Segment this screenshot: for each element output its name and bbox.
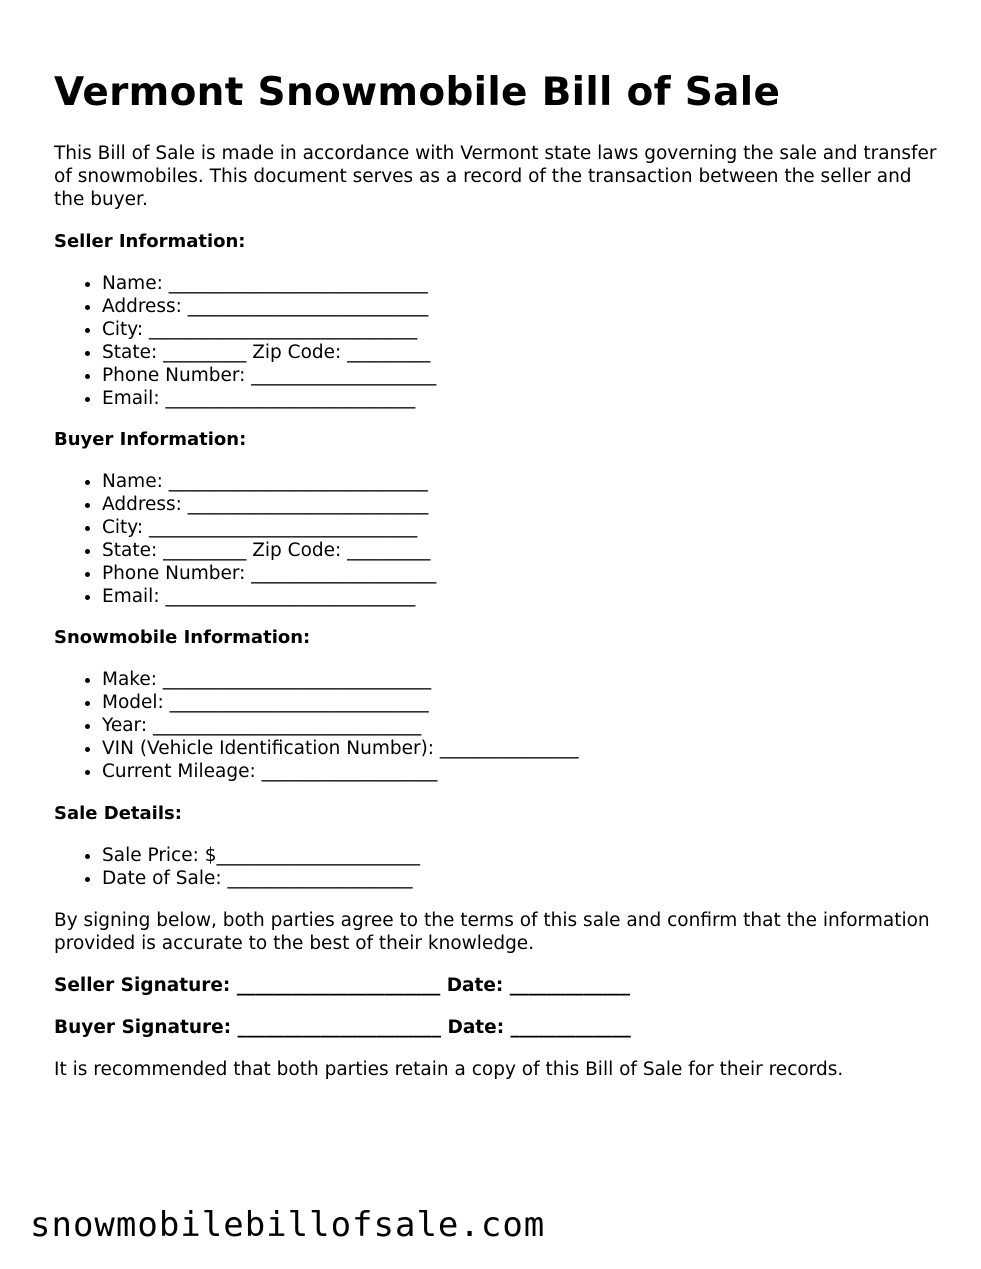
buyer-heading: Buyer Information: [54, 429, 247, 450]
seller-signature-line: Seller Signature: ______________________ Date: _____________ [54, 975, 631, 996]
buyer-signature-line: Buyer Signature: ______________________ Date: _____________ [54, 1017, 631, 1038]
buyer-name-field: • Name: ____________________________ [102, 470, 436, 493]
sale-price-field: • Sale Price: $______________________ [102, 844, 420, 867]
agreement-paragraph: By signing below, both parties agree to the terms of this sale and confirm that the information provided is accurate to the best of their knowledge. [54, 910, 930, 954]
model-field: • Model: ____________________________ [102, 691, 579, 714]
mileage-field: • Current Mileage: ___________________ [102, 760, 579, 783]
vin-field: • VIN (Vehicle Identification Number): _______________ [102, 737, 579, 760]
seller-state-zip-field: • State: _________ Zip Code: _________ [102, 341, 436, 364]
seller-heading: Seller Information: [54, 231, 246, 252]
buyer-fields [54, 470, 436, 608]
buyer-address-field: • Address: __________________________ [102, 493, 436, 516]
document-title: Vermont Snowmobile Bill of Sale [54, 70, 781, 115]
sale-date-field: • Date of Sale: ____________________ [102, 867, 420, 890]
seller-fields [54, 272, 436, 410]
buyer-state-zip-field: • State: _________ Zip Code: _________ [102, 539, 436, 562]
seller-name-field: • Name: ____________________________ [102, 272, 436, 295]
seller-email-field: • Email: ___________________________ [102, 387, 436, 410]
make-field: • Make: _____________________________ [102, 668, 579, 691]
sale-fields [54, 844, 420, 890]
snowmobile-fields [54, 668, 579, 783]
year-field: • Year: _____________________________ [102, 714, 579, 737]
buyer-city-field: • City: _____________________________ [102, 516, 436, 539]
intro-paragraph: This Bill of Sale is made in accordance with Vermont state laws governing the sale and transfer of snowmobiles. This document serves as a record of the transaction between the seller and the buyer. [54, 143, 937, 210]
seller-city-field: • City: _____________________________ [102, 318, 436, 341]
buyer-phone-field: • Phone Number: ____________________ [102, 562, 436, 585]
recommendation-paragraph: It is recommended that both parties retain a copy of this Bill of Sale for their records. [54, 1059, 844, 1080]
seller-phone-field: • Phone Number: ____________________ [102, 364, 436, 387]
seller-address-field: • Address: __________________________ [102, 295, 436, 318]
buyer-email-field: • Email: ___________________________ [102, 585, 436, 608]
snowmobile-heading: Snowmobile Information: [54, 627, 311, 648]
footer-watermark: snowmobilebillofsale.com [30, 1205, 546, 1245]
sale-heading: Sale Details: [54, 803, 182, 824]
